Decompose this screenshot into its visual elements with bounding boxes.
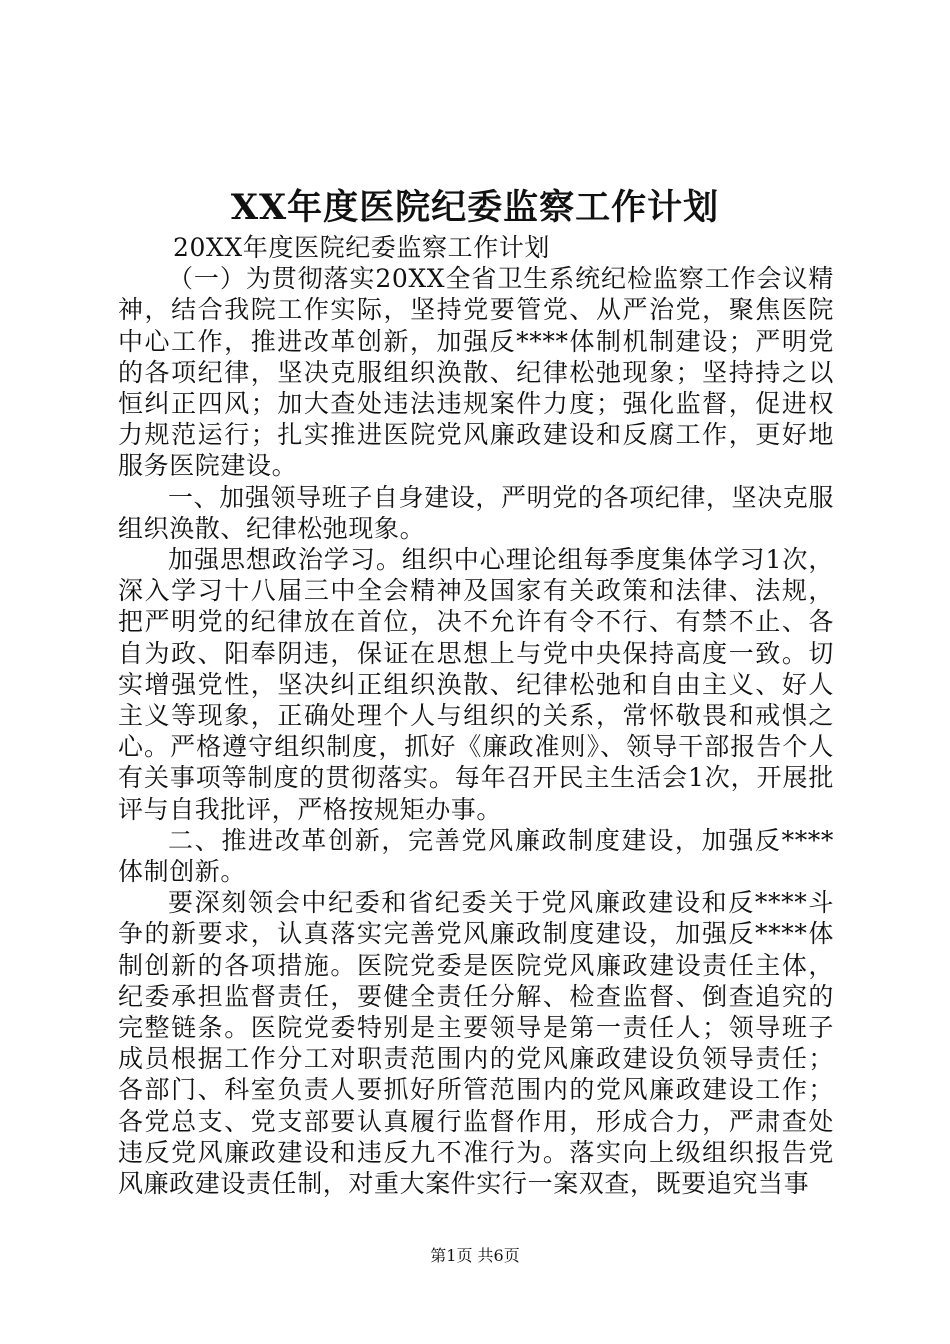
document-subtitle: 20XX年度医院纪委监察工作计划 xyxy=(173,233,551,262)
paragraph-section-2: 要深刻领会中纪委和省纪委关于党风廉政建设和反****斗争的新要求，认真落实完善党风廉政制度建设，加强反****体制创新的各项措施。医院党委是医院党风廉政建设责任主体，纪委承担监督责任，要健全责任分解、检查监督、倒查追究的完整链条。医院党委特别是主要领导是第一责任人；领导班子成员根据工作分工对职责范围内的党风廉政建设负领导责任；各部门、科室负责人要抓好所管范围内的党风廉政建设工作；各党总支、党支部要认真履行监督作用，形成合力，严肃查处违反党风廉政建设和违反九不准行为。落实向上级组织报告党风廉政建设责任制，对重大案件实行一案双查，既要追究当事 xyxy=(118,888,834,1199)
page-footer xyxy=(0,1245,950,1267)
document-body xyxy=(118,232,834,1199)
section-heading-2: 二、推进改革创新，完善党风廉政制度建设，加强反****体制创新。 xyxy=(118,825,834,887)
page-indicator: 第1页 共6页 xyxy=(430,1246,520,1265)
paragraph-section-1: 加强思想政治学习。组织中心理论组每季度集体学习1次，深入学习十八届三中全会精神及国家有关政策和法律、法规，把严明党的纪律放在首位，决不允许有令不行、有禁不止、各自为政、阳奉阴违，保证在思想上与党中央保持高度一致。切实增强党性，坚决纠正组织涣散、纪律松弛和自由主义、好人主义等现象，正确处理个人与组织的关系，常怀敬畏和戒惧之心。严格遵守组织制度，抓好《廉政准则》、领导干部报告个人有关事项等制度的贯彻落实。每年召开民主生活会1次，开展批评与自我批评，严格按规矩办事。 xyxy=(118,545,834,824)
document-title: XX年度医院纪委监察工作计划 xyxy=(230,187,720,228)
paragraph-intro: （一）为贯彻落实20XX全省卫生系统纪检监察工作会议精神，结合我院工作实际，坚持党要管党、从严治党，聚焦医院中心工作，推进改革创新，加强反****体制机制建设；严明党的各项纪律，坚决克服组织涣散、纪律松弛现象；坚持持之以恒纠正四风；加大查处违法违规案件力度；强化监督，促进权力规范运行；扎实推进医院党风廉政建设和反腐工作，更好地服务医院建设。 xyxy=(118,264,834,481)
section-heading-1: 一、加强领导班子自身建设，严明党的各项纪律，坚决克服组织涣散、纪律松弛现象。 xyxy=(118,482,834,543)
